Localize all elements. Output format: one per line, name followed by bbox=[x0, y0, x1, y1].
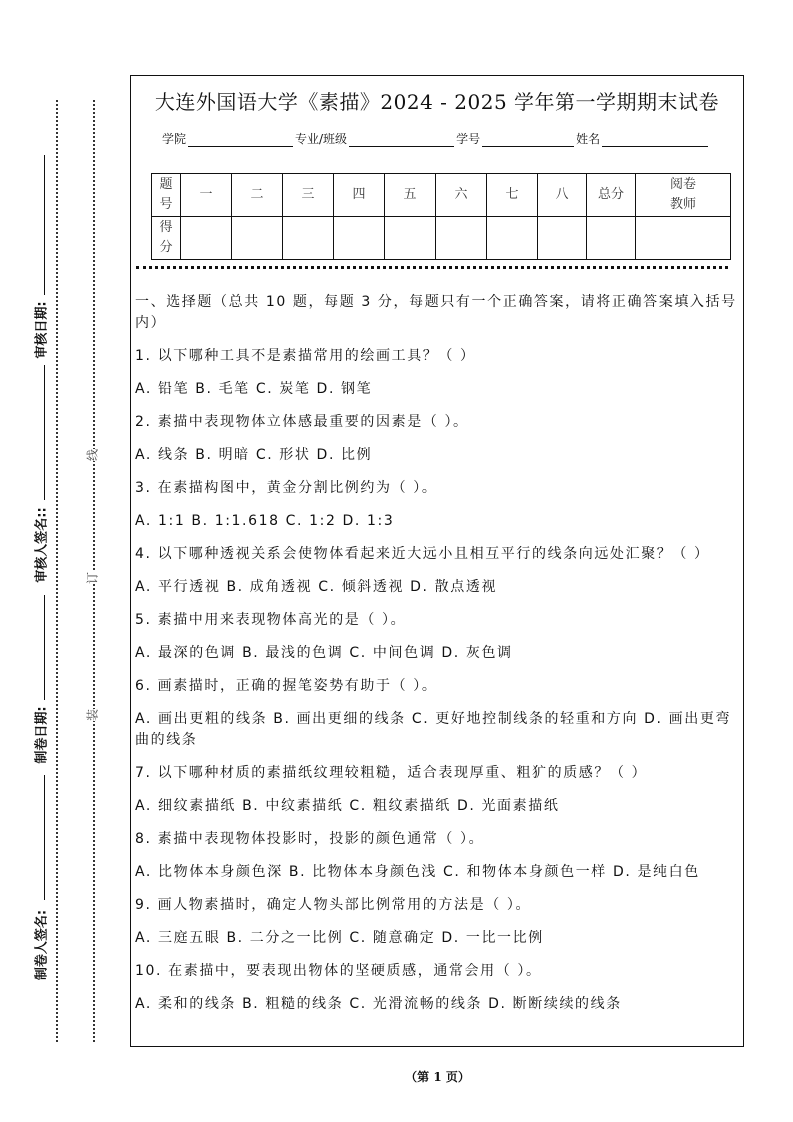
score-cell[interactable] bbox=[181, 217, 232, 260]
header-cell-total: 总分 bbox=[587, 174, 636, 217]
header-cell-score: 得分 bbox=[152, 217, 181, 260]
name-field[interactable] bbox=[602, 132, 708, 147]
header-cell: 八 bbox=[538, 174, 587, 217]
score-cell[interactable] bbox=[334, 217, 385, 260]
score-table-header-row bbox=[152, 174, 731, 217]
college-label: 学院 bbox=[162, 132, 187, 146]
question: 9. 画人物素描时，确定人物头部比例常用的方法是（ ）。 bbox=[135, 897, 532, 913]
header-cell: 五 bbox=[385, 174, 436, 217]
maker-date-line bbox=[44, 595, 45, 700]
answer-options: A. 线条 B. 明暗 C. 形状 D. 比例 bbox=[135, 447, 373, 463]
header-cell: 二 bbox=[232, 174, 283, 217]
question: 3. 在素描构图中，黄金分割比例约为（ ）。 bbox=[135, 480, 438, 496]
reviewer-date-line bbox=[44, 155, 45, 295]
question: 4. 以下哪种透视关系会使物体看起来近大远小且相互平行的线条向远处汇聚？（ ） bbox=[135, 546, 710, 562]
question: 5. 素描中用来表现物体高光的是（ ）。 bbox=[135, 612, 407, 628]
score-cell[interactable] bbox=[538, 217, 587, 260]
answer-options: A. 最深的色调 B. 最浅的色调 C. 中间色调 D. 灰色调 bbox=[135, 645, 513, 661]
student-info-row bbox=[162, 130, 710, 147]
answer-options: A. 细纹素描纸 B. 中纹素描纸 C. 粗纹素描纸 D. 光面素描纸 bbox=[135, 798, 560, 814]
major-class-field[interactable] bbox=[349, 132, 454, 147]
score-cell-grader[interactable] bbox=[636, 217, 731, 260]
header-cell-question-number: 题号 bbox=[152, 174, 181, 217]
header-cell: 六 bbox=[436, 174, 487, 217]
maker-signature-line bbox=[44, 775, 45, 900]
college-field[interactable] bbox=[188, 132, 293, 147]
binding-mark-xian: 线 bbox=[82, 449, 103, 461]
maker-signature-label: 制卷人签名: bbox=[34, 909, 50, 981]
score-table-score-row bbox=[152, 217, 731, 260]
major-class-label: 专业/班级 bbox=[295, 132, 348, 146]
header-cell-grader: 阅卷教师 bbox=[636, 174, 731, 217]
dotted-separator bbox=[136, 266, 728, 269]
answer-options: A. 铅笔 B. 毛笔 C. 炭笔 D. 钢笔 bbox=[135, 381, 373, 397]
score-cell[interactable] bbox=[232, 217, 283, 260]
exam-title: 大连外国语大学《素描》2024 - 2025 学年第一学期期末试卷 bbox=[154, 90, 720, 114]
student-id-label: 学号 bbox=[456, 132, 481, 146]
binding-dotted-line-outer bbox=[56, 100, 58, 1042]
student-id-field[interactable] bbox=[482, 132, 574, 147]
reviewer-signature-label: 审核人签名:: bbox=[34, 507, 50, 583]
binding-mark-ding: 订 bbox=[82, 572, 103, 584]
question: 2. 素描中表现物体立体感最重要的因素是（ ）。 bbox=[135, 414, 469, 430]
question: 6. 画素描时，正确的握笔姿势有助于（ ）。 bbox=[135, 678, 438, 694]
score-cell[interactable] bbox=[385, 217, 436, 260]
name-label: 姓名 bbox=[576, 132, 601, 146]
answer-options: A. 1:1 B. 1:1.618 C. 1:2 D. 1:3 bbox=[135, 513, 395, 529]
header-cell: 四 bbox=[334, 174, 385, 217]
answer-options: A. 比物体本身颜色深 B. 比物体本身颜色浅 C. 和物体本身颜色一样 D. 是纯白色 bbox=[135, 864, 700, 880]
question: 10. 在素描中，要表现出物体的坚硬质感，通常会用（ ）。 bbox=[135, 963, 542, 979]
header-cell: 七 bbox=[487, 174, 538, 217]
maker-date-label: 制卷日期: bbox=[34, 706, 50, 764]
binding-mark-zhuang: 装 bbox=[82, 709, 103, 721]
answer-options: A. 柔和的线条 B. 粗糙的线条 C. 光滑流畅的线条 D. 断断续续的线条 bbox=[135, 996, 622, 1012]
score-table bbox=[151, 173, 731, 260]
score-cell[interactable] bbox=[283, 217, 334, 260]
question: 1. 以下哪种工具不是素描常用的绘画工具？（ ） bbox=[135, 348, 476, 364]
page-number: （第 1 页） bbox=[405, 1070, 470, 1084]
header-cell: 一 bbox=[181, 174, 232, 217]
header-cell: 三 bbox=[283, 174, 334, 217]
section-multiple-choice bbox=[135, 292, 741, 1027]
reviewer-date-label: 审核日期: bbox=[34, 301, 50, 359]
score-cell[interactable] bbox=[487, 217, 538, 260]
question: 8. 素描中表现物体投影时，投影的颜色通常（ ）。 bbox=[135, 831, 485, 847]
question: 7. 以下哪种材质的素描纸纹理较粗糙，适合表现厚重、粗犷的质感？（ ） bbox=[135, 765, 648, 781]
answer-options: A. 画出更粗的线条 B. 画出更细的线条 C. 更好地控制线条的轻重和方向 D. 画出更弯曲的线条 bbox=[135, 711, 732, 748]
score-cell-total[interactable] bbox=[587, 217, 636, 260]
score-cell[interactable] bbox=[436, 217, 487, 260]
reviewer-signature-line bbox=[44, 365, 45, 500]
section-heading: 一、选择题（总共 10 题，每题 3 分，每题只有一个正确答案，请将正确答案填入括号内） bbox=[135, 294, 737, 331]
answer-options: A. 三庭五眼 B. 二分之一比例 C. 随意确定 D. 一比一比例 bbox=[135, 930, 544, 946]
answer-options: A. 平行透视 B. 成角透视 C. 倾斜透视 D. 散点透视 bbox=[135, 579, 498, 595]
